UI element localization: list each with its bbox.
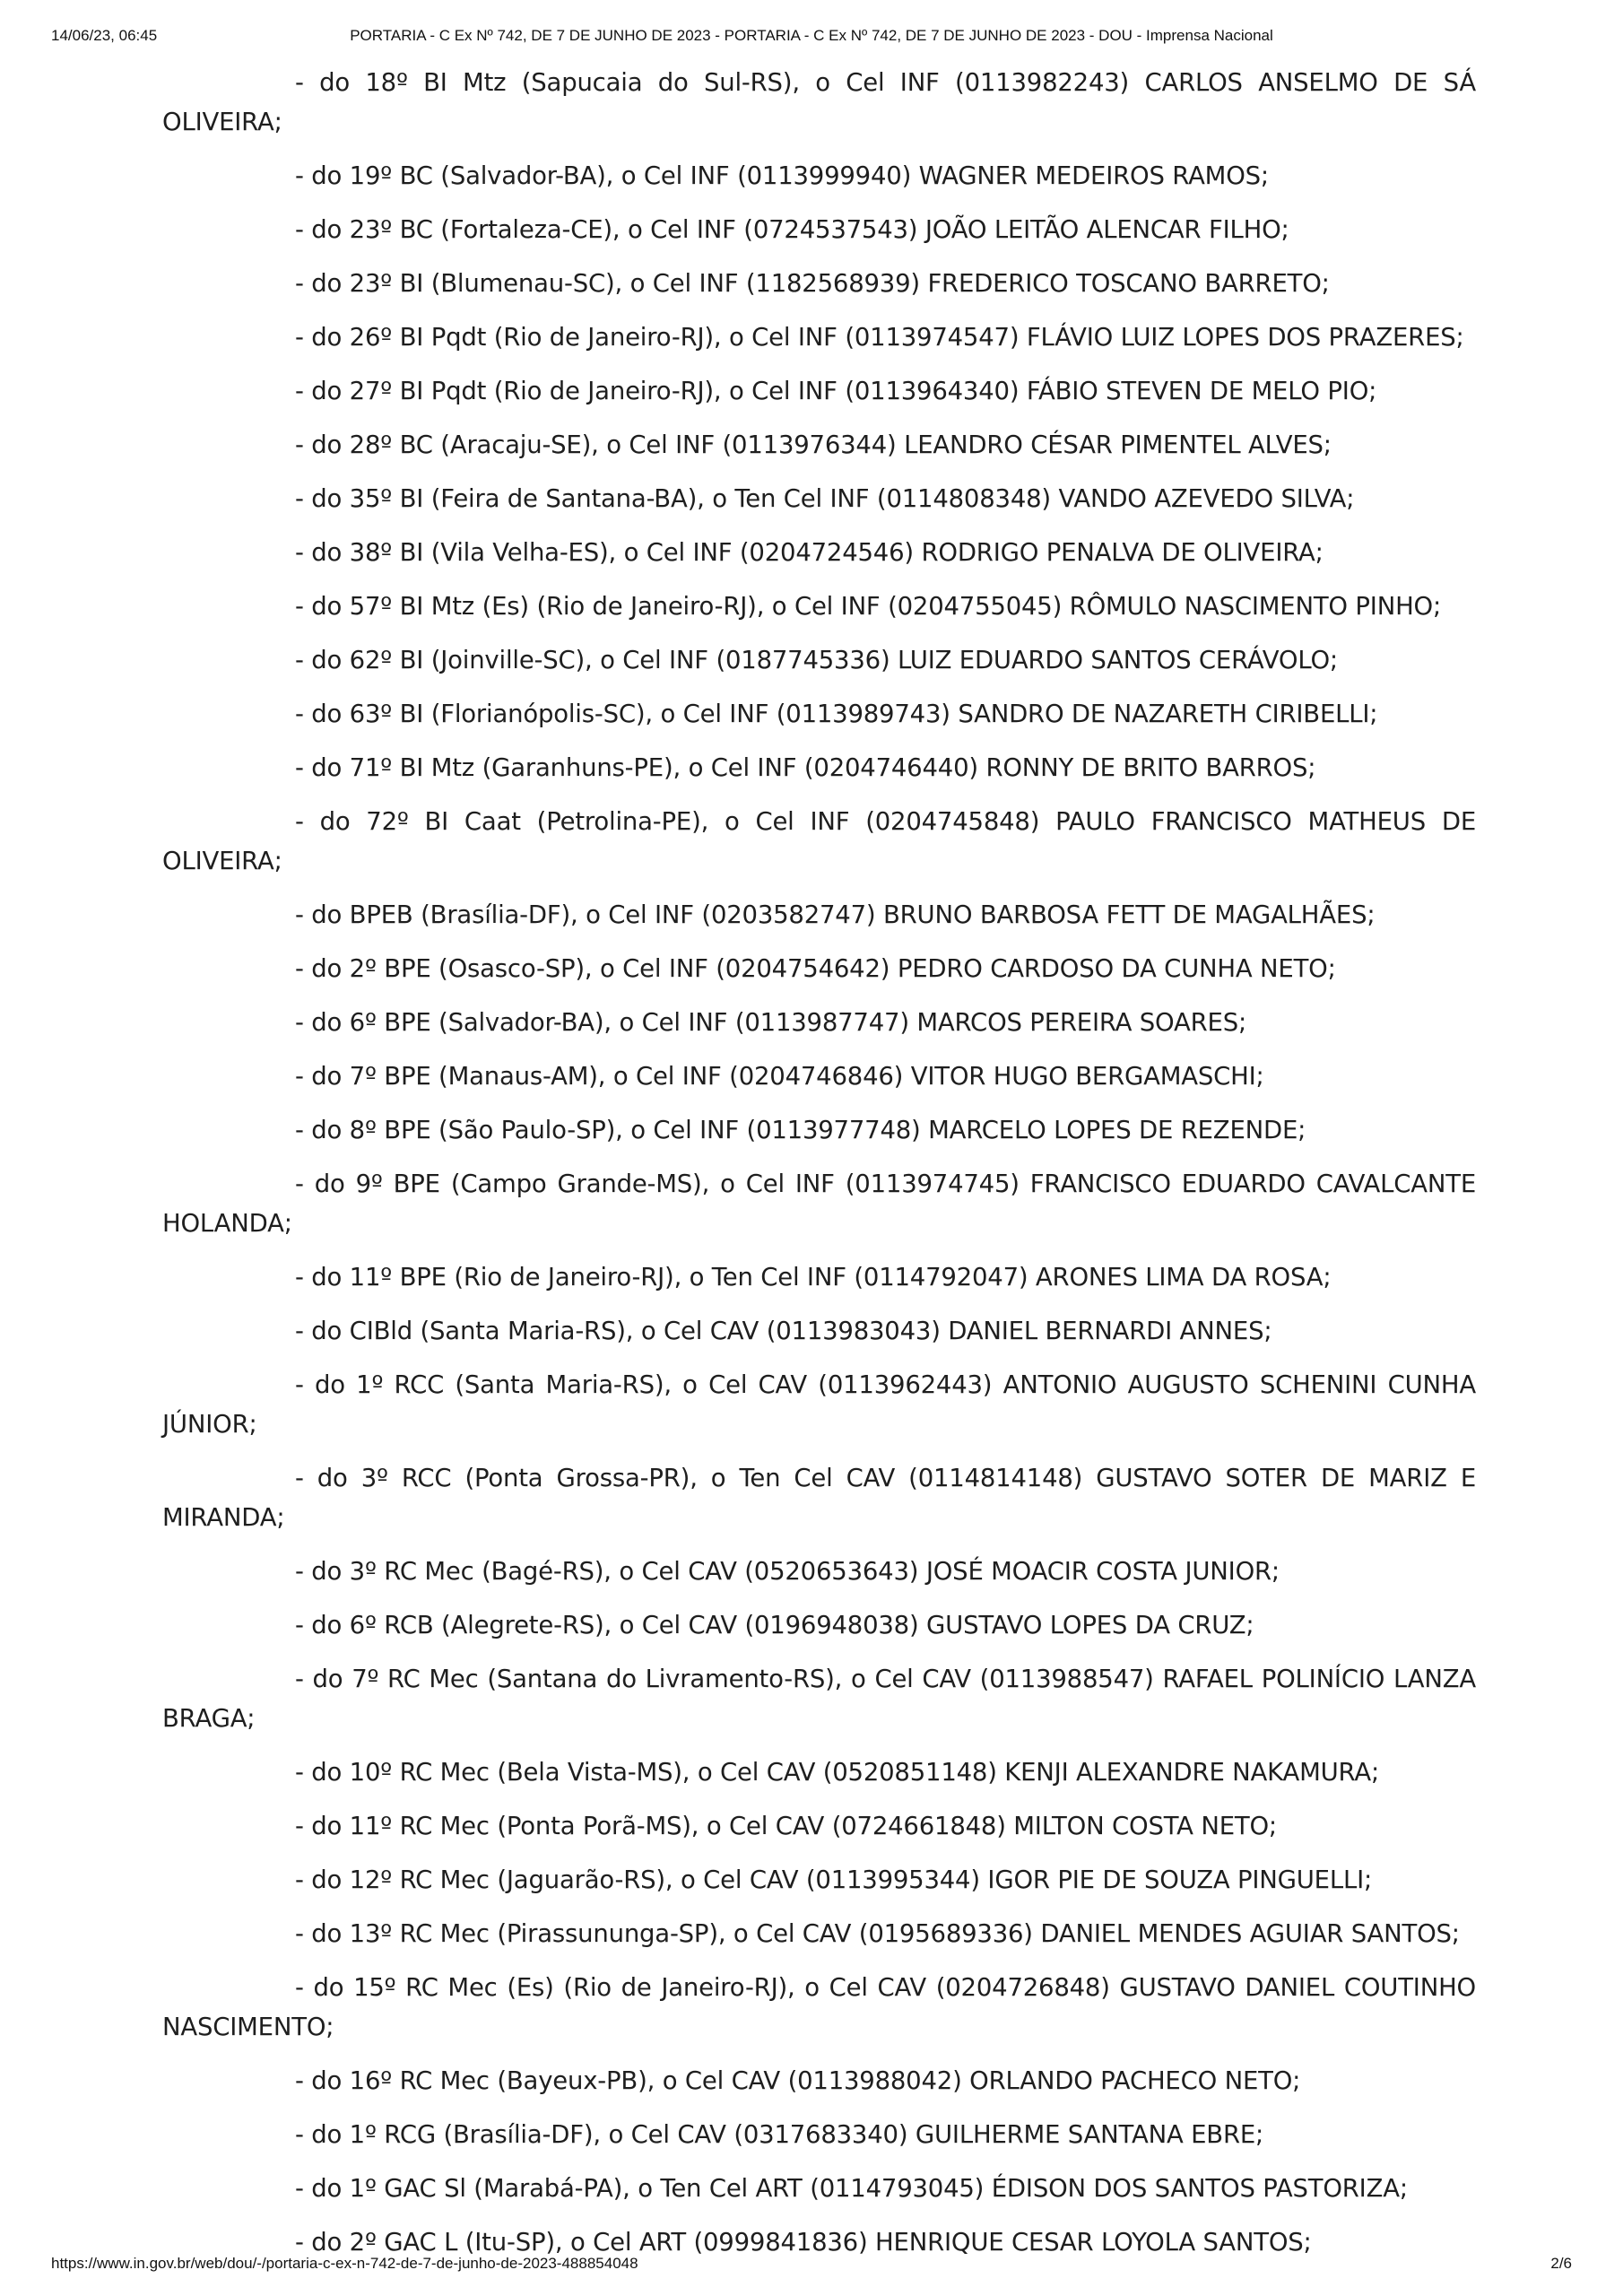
page-url: https://www.in.gov.br/web/dou/-/portaria-c-ex-n-742-de-7-de-junho-de-2023-488854048 <box>51 2255 638 2272</box>
list-item: - do 2º BPE (Osasco-SP), o Cel INF (0204754642) PEDRO CARDOSO DA CUNHA NETO; <box>295 954 1336 983</box>
document-body <box>162 63 1476 2262</box>
list-item: - do 1º RCG (Brasília-DF), o Cel CAV (0317683340) GUILHERME SANTANA EBRE; <box>295 2120 1264 2149</box>
list-item: - do 6º BPE (Salvador-BA), o Cel INF (0113987747) MARCOS PEREIRA SOARES; <box>295 1008 1247 1037</box>
list-item: - do 13º RC Mec (Pirassununga-SP), o Cel CAV (0195689336) DANIEL MENDES AGUIAR SANTOS; <box>295 1919 1460 1948</box>
print-date: 14/06/23, 06:45 <box>51 27 158 44</box>
list-item: - do 10º RC Mec (Bela Vista-MS), o Cel CAV (0520851148) KENJI ALEXANDRE NAKAMURA; <box>295 1758 1380 1787</box>
list-item: - do CIBld (Santa Maria-RS), o Cel CAV (0113983043) DANIEL BERNARDI ANNES; <box>295 1317 1272 1345</box>
list-item: - do 18º BI Mtz (Sapucaia do Sul-RS), o Cel INF (0113982243) CARLOS ANSELMO DE SÁ OLIVEIRA; <box>162 68 1476 136</box>
list-item: - do 23º BI (Blumenau-SC), o Cel INF (1182568939) FREDERICO TOSCANO BARRETO; <box>295 269 1330 298</box>
list-item: - do 72º BI Caat (Petrolina-PE), o Cel INF (0204745848) PAULO FRANCISCO MATHEUS DE OLIVEIRA; <box>162 807 1476 875</box>
list-item: - do BPEB (Brasília-DF), o Cel INF (0203582747) BRUNO BARBOSA FETT DE MAGALHÃES; <box>295 900 1376 929</box>
list-item: - do 38º BI (Vila Velha-ES), o Cel INF (0204724546) RODRIGO PENALVA DE OLIVEIRA; <box>295 538 1324 567</box>
list-item: - do 3º RC Mec (Bagé-RS), o Cel CAV (0520653643) JOSÉ MOACIR COSTA JUNIOR; <box>295 1557 1280 1586</box>
list-item: - do 62º BI (Joinville-SC), o Cel INF (0187745336) LUIZ EDUARDO SANTOS CERÁVOLO; <box>295 646 1338 674</box>
list-item: - do 15º RC Mec (Es) (Rio de Janeiro-RJ), o Cel CAV (0204726848) GUSTAVO DANIEL COUTINHO NASCIMENTO; <box>162 1973 1476 2041</box>
list-item: - do 57º BI Mtz (Es) (Rio de Janeiro-RJ), o Cel INF (0204755045) RÔMULO NASCIMENTO PINHO; <box>295 592 1442 621</box>
list-item: - do 16º RC Mec (Bayeux-PB), o Cel CAV (0113988042) ORLANDO PACHECO NETO; <box>295 2066 1301 2095</box>
list-item: - do 1º RCC (Santa Maria-RS), o Cel CAV (0113962443) ANTONIO AUGUSTO SCHENINI CUNHA JÚNIOR; <box>162 1370 1476 1439</box>
page-title: PORTARIA - C Ex Nº 742, DE 7 DE JUNHO DE 2023 - PORTARIA - C Ex Nº 742, DE 7 DE JUNHO DE 2023 - DOU - Imprensa Nacional <box>350 27 1273 44</box>
list-item: - do 11º RC Mec (Ponta Porã-MS), o Cel CAV (0724661848) MILTON COSTA NETO; <box>295 1812 1277 1840</box>
list-item: - do 11º BPE (Rio de Janeiro-RJ), o Ten Cel INF (0114792047) ARONES LIMA DA ROSA; <box>295 1263 1332 1292</box>
list-item: - do 6º RCB (Alegrete-RS), o Cel CAV (0196948038) GUSTAVO LOPES DA CRUZ; <box>295 1611 1254 1639</box>
list-item: - do 27º BI Pqdt (Rio de Janeiro-RJ), o Cel INF (0113964340) FÁBIO STEVEN DE MELO PIO; <box>295 377 1377 405</box>
list-item: - do 2º GAC L (Itu-SP), o Cel ART (0999841836) HENRIQUE CESAR LOYOLA SANTOS; <box>295 2228 1312 2257</box>
list-item: - do 71º BI Mtz (Garanhuns-PE), o Cel INF (0204746440) RONNY DE BRITO BARROS; <box>295 753 1316 782</box>
list-item: - do 23º BC (Fortaleza-CE), o Cel INF (0724537543) JOÃO LEITÃO ALENCAR FILHO; <box>295 215 1289 244</box>
list-item: - do 28º BC (Aracaju-SE), o Cel INF (0113976344) LEANDRO CÉSAR PIMENTEL ALVES; <box>295 430 1332 459</box>
print-footer <box>51 2255 1572 2278</box>
print-header <box>51 27 1572 50</box>
page-number: 2/6 <box>1550 2255 1572 2272</box>
list-item: - do 8º BPE (São Paulo-SP), o Cel INF (0113977748) MARCELO LOPES DE REZENDE; <box>295 1116 1306 1144</box>
list-item: - do 19º BC (Salvador-BA), o Cel INF (0113999940) WAGNER MEDEIROS RAMOS; <box>295 161 1269 190</box>
list-item: - do 26º BI Pqdt (Rio de Janeiro-RJ), o Cel INF (0113974547) FLÁVIO LUIZ LOPES DOS PRAZERES; <box>295 323 1464 352</box>
list-item: - do 1º GAC Sl (Marabá-PA), o Ten Cel ART (0114793045) ÉDISON DOS SANTOS PASTORIZA; <box>295 2174 1408 2203</box>
list-item: - do 35º BI (Feira de Santana-BA), o Ten Cel INF (0114808348) VANDO AZEVEDO SILVA; <box>295 484 1355 513</box>
list-item: - do 63º BI (Florianópolis-SC), o Cel INF (0113989743) SANDRO DE NAZARETH CIRIBELLI; <box>295 700 1378 728</box>
list-item: - do 7º RC Mec (Santana do Livramento-RS), o Cel CAV (0113988547) RAFAEL POLINÍCIO LANZA BRAGA; <box>162 1665 1476 1733</box>
list-item: - do 12º RC Mec (Jaguarão-RS), o Cel CAV (0113995344) IGOR PIE DE SOUZA PINGUELLI; <box>295 1866 1373 1894</box>
list-item: - do 3º RCC (Ponta Grossa-PR), o Ten Cel CAV (0114814148) GUSTAVO SOTER DE MARIZ E MIRANDA; <box>162 1464 1476 1532</box>
list-item: - do 7º BPE (Manaus-AM), o Cel INF (0204746846) VITOR HUGO BERGAMASCHI; <box>295 1062 1264 1091</box>
list-item: - do 9º BPE (Campo Grande-MS), o Cel INF (0113974745) FRANCISCO EDUARDO CAVALCANTE HOLANDA; <box>162 1170 1476 1238</box>
